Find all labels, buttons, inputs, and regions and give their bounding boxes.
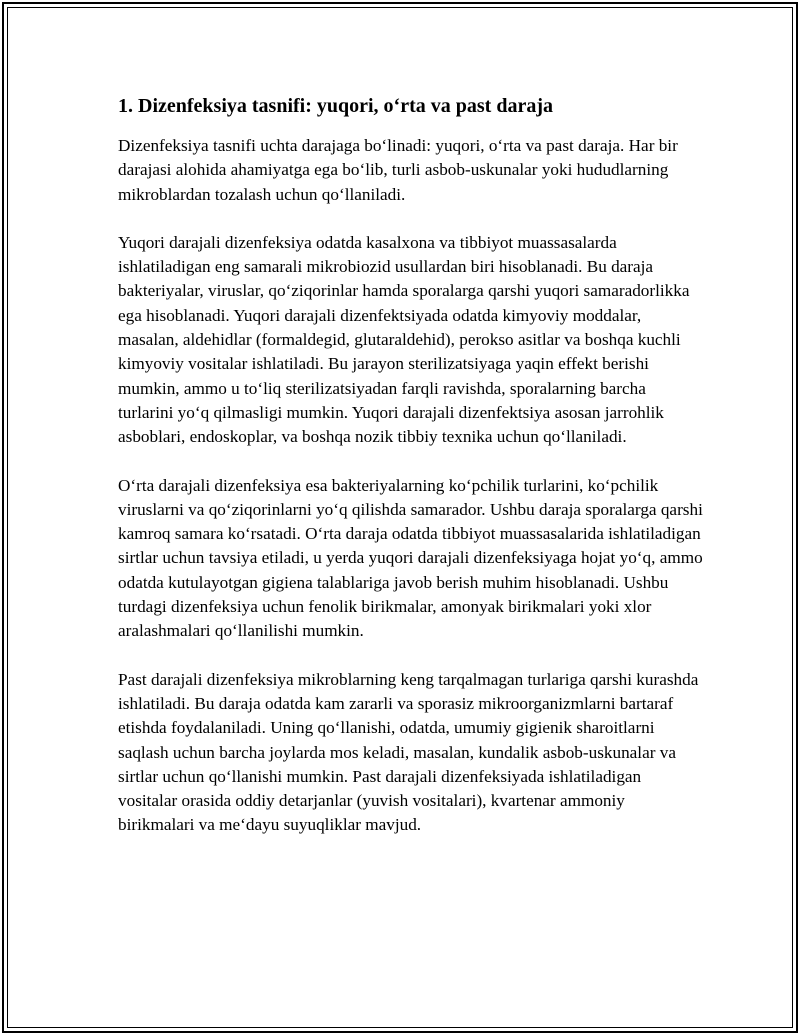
document-body bbox=[118, 92, 703, 862]
paragraph-intro: Dizenfeksiya tasnifi uchta darajaga bo‘linadi: yuqori, o‘rta va past daraja. Har bir darajasi alohida ahamiyatga ega bo‘lib, turli asbob-uskunalar yoki hududlarning mikroblardan tozalash uchun qo‘llaniladi. bbox=[118, 136, 678, 204]
paragraph-medium-level: O‘rta darajali dizenfeksiya esa bakteriyalarning ko‘pchilik turlarini, ko‘pchilik viruslarni va qo‘ziqorinlarni yo‘q qilishda samarador. Ushbu daraja sporalarga qarshi kamroq samara ko‘rsatadi. O‘rta daraja odatda tibbiyot muassasalarida ishlatiladigan sirtlar uchun tavsiya etiladi, u yerda yuqori darajali dizenfeksiyaga hojat yo‘q, ammo odatda kutulayotgan gigiena talablariga javob berish muhim hisoblanadi. Ushbu turdagi dizenfeksiya uchun fenolik birikmalar, amonyak birikmalari yoki xlor aralashmalari qo‘llanilishi mumkin. bbox=[118, 475, 703, 641]
section-heading: 1. Dizenfeksiya tasnifi: yuqori, o‘rta va past daraja bbox=[118, 95, 553, 117]
paragraph-high-level: Yuqori darajali dizenfeksiya odatda kasalxona va tibbiyot muassasalarda ishlatiladigan eng samarali mikrobiozid usullardan biri hisoblanadi. Bu daraja bakteriyalar, viruslar, qo‘ziqorinlar hamda sporalarga qarshi yuqori samaradorlikka ega hisoblanadi. Yuqori darajali dizenfektsiyada odatda kimyoviy moddalar, masalan, aldehidlar (formaldegid, glutaraldehid), perokso asitlar va boshqa kuchli kimyoviy vositalar ishlatiladi. Bu jarayon sterilizatsiyaga yaqin effekt berishi mumkin, ammo u to‘liq sterilizatsiyadan farqli ravishda, sporalarning barcha turlarini yo‘q qilmasligi mumkin. Yuqori darajali dizenfektsiya asosan jarrohlik asboblari, endoskoplar, va boshqa nozik tibbiy texnika uchun qo‘llaniladi. bbox=[118, 232, 690, 447]
paragraph-low-level: Past darajali dizenfeksiya mikroblarning keng tarqalmagan turlariga qarshi kurashda ishlatiladi. Bu daraja odatda kam zararli va sporasiz mikroorganizmlarni bartaraf etishda foydalaniladi. Uning qo‘llanishi, odatda, umumiy gigienik sharoitlarni saqlash uchun barcha joylarda mos keladi, masalan, kundalik asbob-uskunalar va sirtlar uchun qo‘llanishi mumkin. Past darajali dizenfeksiyada ishlatiladigan vositalar orasida oddiy detarjanlar (yuvish vositalari), kvartenar ammoniy birikmalari va me‘dayu suyuqliklar mavjud. bbox=[118, 669, 699, 835]
